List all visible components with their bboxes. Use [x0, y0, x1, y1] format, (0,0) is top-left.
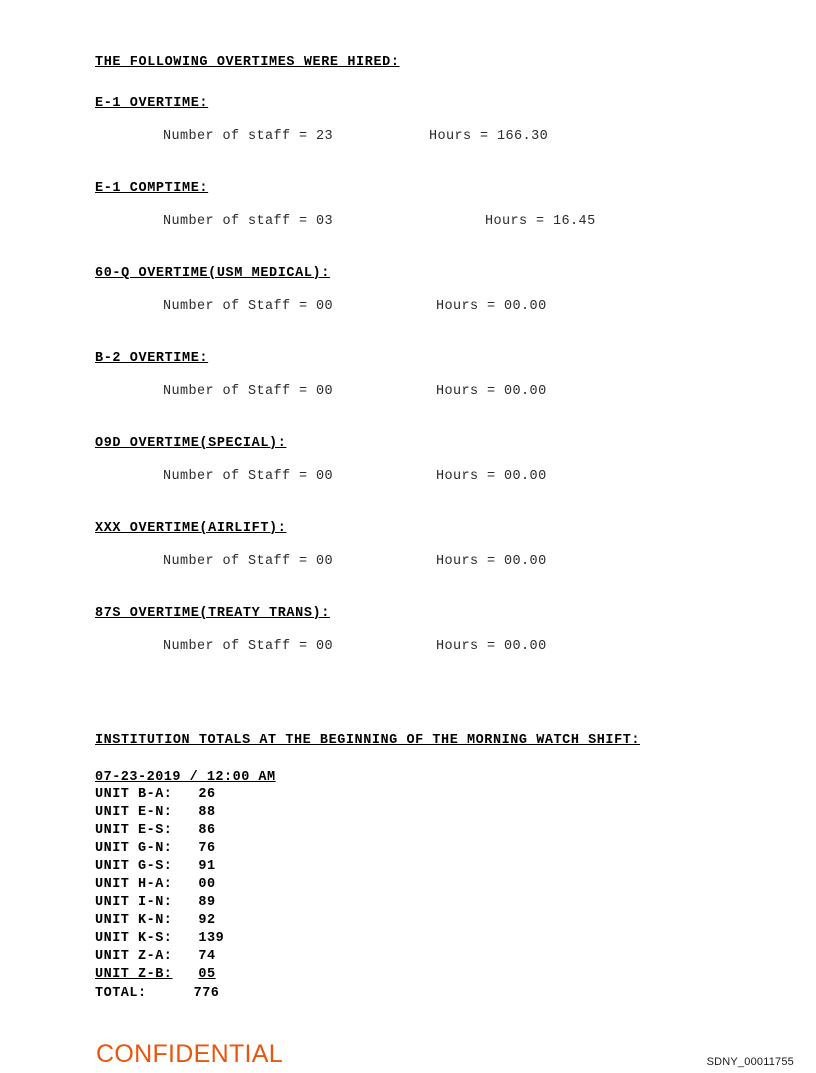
unit-value: 26: [198, 787, 216, 802]
total-value: 776: [193, 986, 220, 1001]
section-title: 87S OVERTIME(TREATY TRANS):: [95, 606, 330, 621]
staff-count: Number of staff = 23: [163, 129, 334, 144]
unit-label: UNIT H-A:: [95, 877, 173, 892]
overtime-section-e1-overtime: [95, 93, 755, 159]
unit-row: [95, 930, 755, 948]
section-title: E-1 COMPTIME:: [95, 181, 209, 196]
unit-value: 89: [198, 895, 216, 910]
unit-row: [95, 966, 755, 984]
staff-count: Number of Staff = 00: [163, 384, 334, 399]
section-title: B-2 OVERTIME:: [95, 351, 209, 366]
bates-number: SDNY_00011755: [706, 1056, 794, 1068]
unit-row: [95, 912, 755, 930]
section-values: [95, 454, 755, 499]
section-values: [95, 369, 755, 414]
section-title: E-1 OVERTIME:: [95, 96, 209, 111]
section-values: [95, 539, 755, 584]
confidential-stamp: CONFIDENTIAL: [96, 1040, 283, 1068]
unit-label: UNIT G-N:: [95, 841, 173, 856]
unit-value: 86: [198, 823, 216, 838]
unit-row: [95, 948, 755, 966]
unit-value: 91: [198, 859, 216, 874]
staff-count: Number of staff = 03: [163, 214, 334, 229]
section-title: O9D OVERTIME(SPECIAL):: [95, 436, 287, 451]
hours-value: Hours = 00.00: [436, 554, 547, 569]
total-label: TOTAL:: [95, 986, 147, 1001]
overtime-section-87s-treaty-trans: [95, 603, 755, 669]
unit-value: 139: [198, 931, 225, 946]
unit-row: [95, 858, 755, 876]
unit-row: [95, 840, 755, 858]
unit-label: UNIT K-N:: [95, 913, 173, 928]
section-values: [95, 114, 755, 159]
unit-label: UNIT E-S:: [95, 823, 173, 838]
section-values: [95, 624, 755, 669]
unit-row: [95, 804, 755, 822]
unit-count-list: [95, 786, 755, 1003]
overtime-section-60q-usm-medical: [95, 263, 755, 329]
section-values: [95, 199, 755, 244]
unit-value: 88: [198, 805, 216, 820]
hours-value: Hours = 00.00: [436, 299, 547, 314]
unit-value: 00: [198, 877, 216, 892]
section-values: [95, 284, 755, 329]
hours-value: Hours = 00.00: [436, 384, 547, 399]
unit-label: UNIT B-A:: [95, 787, 173, 802]
unit-total-row: [95, 985, 755, 1003]
institution-totals-block: [95, 730, 755, 1003]
unit-row: [95, 822, 755, 840]
overtime-section-o9d-special: [95, 433, 755, 499]
document-heading: [95, 52, 755, 70]
heading-text: THE FOLLOWING OVERTIMES WERE HIRED:: [95, 55, 400, 70]
unit-value: 05: [198, 967, 216, 982]
unit-label: UNIT I-N:: [95, 895, 173, 910]
hours-value: Hours = 166.30: [429, 129, 549, 144]
unit-value: 74: [198, 949, 216, 964]
document-body: [95, 52, 755, 1003]
hours-value: Hours = 00.00: [436, 469, 547, 484]
staff-count: Number of Staff = 00: [163, 639, 334, 654]
overtime-section-b2-overtime: [95, 348, 755, 414]
institution-totals-title: INSTITUTION TOTALS AT THE BEGINNING OF THE MORNING WATCH SHIFT:: [95, 733, 641, 748]
unit-row: [95, 786, 755, 804]
staff-count: Number of Staff = 00: [163, 299, 334, 314]
section-title: 60-Q OVERTIME(USM MEDICAL):: [95, 266, 330, 281]
section-title: XXX OVERTIME(AIRLIFT):: [95, 521, 287, 536]
hours-value: Hours = 16.45: [485, 214, 596, 229]
unit-value: 76: [198, 841, 216, 856]
overtime-section-e1-comptime: [95, 178, 755, 244]
unit-label: UNIT G-S:: [95, 859, 173, 874]
unit-value: 92: [198, 913, 216, 928]
staff-count: Number of Staff = 00: [163, 554, 334, 569]
unit-label: UNIT E-N:: [95, 805, 173, 820]
section-spacer: [95, 688, 755, 730]
unit-label: UNIT Z-A:: [95, 949, 173, 964]
institution-totals-datetime: 07-23-2019 / 12:00 AM: [95, 770, 276, 785]
staff-count: Number of Staff = 00: [163, 469, 334, 484]
unit-label: UNIT K-S:: [95, 931, 173, 946]
unit-row: [95, 876, 755, 894]
unit-label: UNIT Z-B:: [95, 967, 173, 982]
overtime-section-xxx-airlift: [95, 518, 755, 584]
unit-row: [95, 894, 755, 912]
hours-value: Hours = 00.00: [436, 639, 547, 654]
